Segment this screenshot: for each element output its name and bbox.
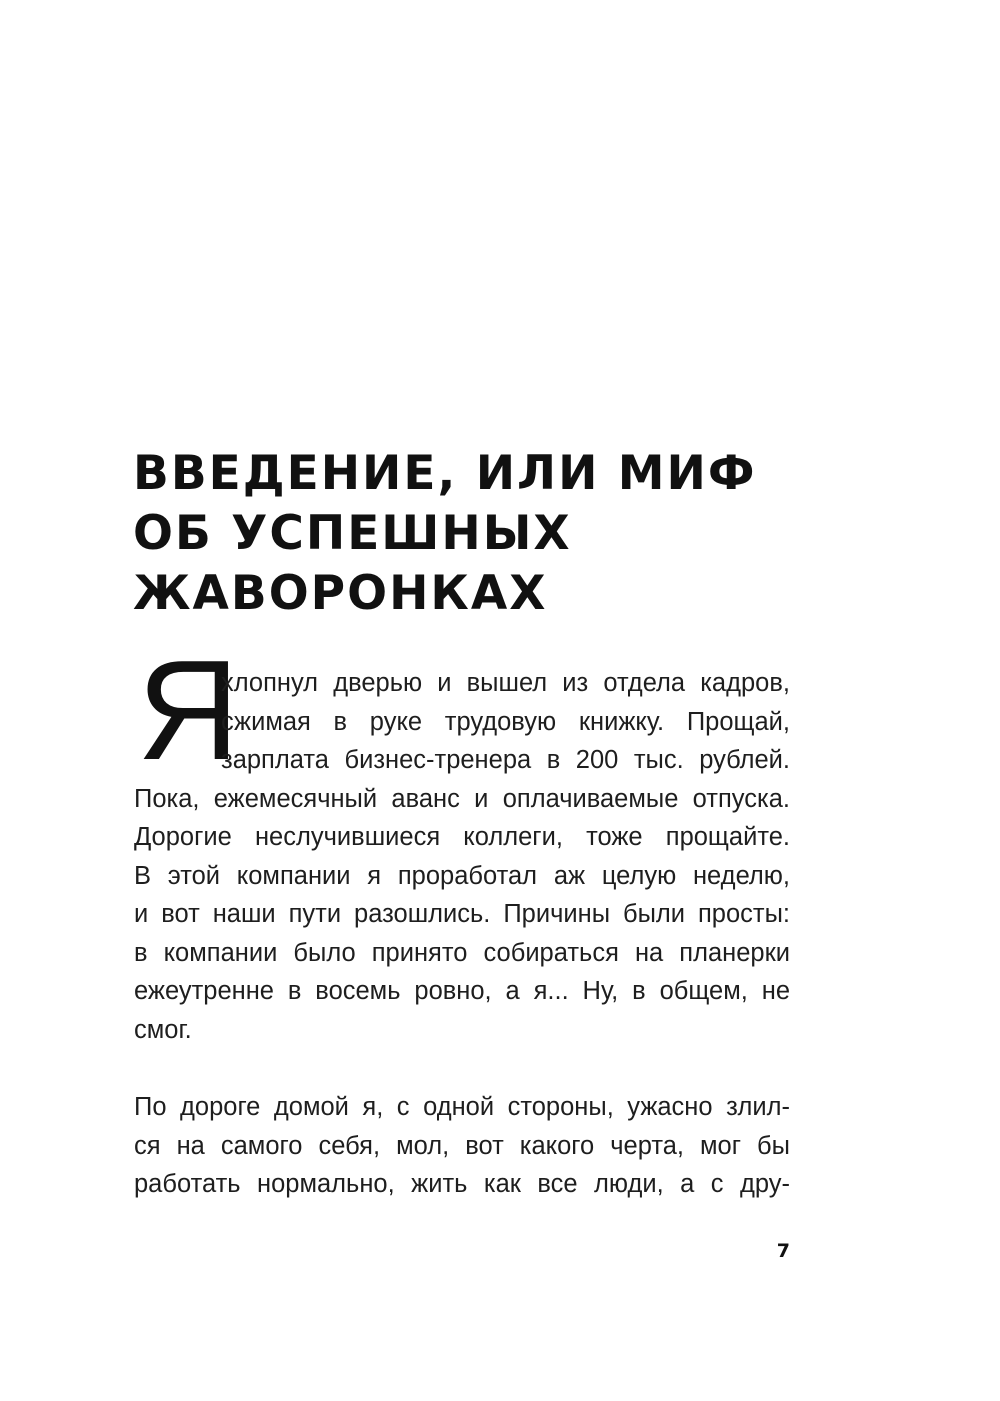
chapter-title-line: ЖАВОРОНКАХ <box>133 566 548 621</box>
text-line: Пока, ежемесячный аванс и оплачиваемые отпуска. <box>134 784 790 813</box>
text-line: В этой компании я проработал аж целую неделю, <box>134 861 790 890</box>
text-line: сжимая в руке трудовую книжку. Прощай, <box>221 707 790 736</box>
text-line: хлопнул дверью и вышел из отдела кадров, <box>221 669 790 697</box>
chapter-title-line: ВВЕДЕНИЕ, ИЛИ МИФ <box>133 446 757 501</box>
text-line: зарплата бизнес-тренера в 200 тыс. рублей. <box>221 746 790 774</box>
text-line: По дороге домой я, с одной стороны, ужасно злил- <box>134 1093 790 1121</box>
text-line: ежеутренне в восемь ровно, а я... Ну, в общем, не <box>134 977 790 1005</box>
chapter-title <box>133 444 873 624</box>
drop-cap: Я <box>137 631 240 790</box>
text-line: и вот наши пути разошлись. Причины были просты: <box>134 900 790 928</box>
text-line: работать нормально, жить как все люди, а с дру- <box>134 1170 790 1198</box>
paragraph-2 <box>134 1088 790 1204</box>
text-line: Дорогие неслучившиеся коллеги, тоже прощайте. <box>134 823 790 851</box>
text-line: ся на самого себя, мол, вот какого черта, мог бы <box>134 1131 790 1160</box>
text-line: в компании было принято собираться на планерки <box>134 938 790 967</box>
text-line: смог. <box>134 1015 192 1044</box>
paragraph-1 <box>134 664 790 1049</box>
chapter-title-line: ОБ УСПЕШНЫХ <box>133 506 572 561</box>
page-number: 7 <box>776 1240 790 1262</box>
